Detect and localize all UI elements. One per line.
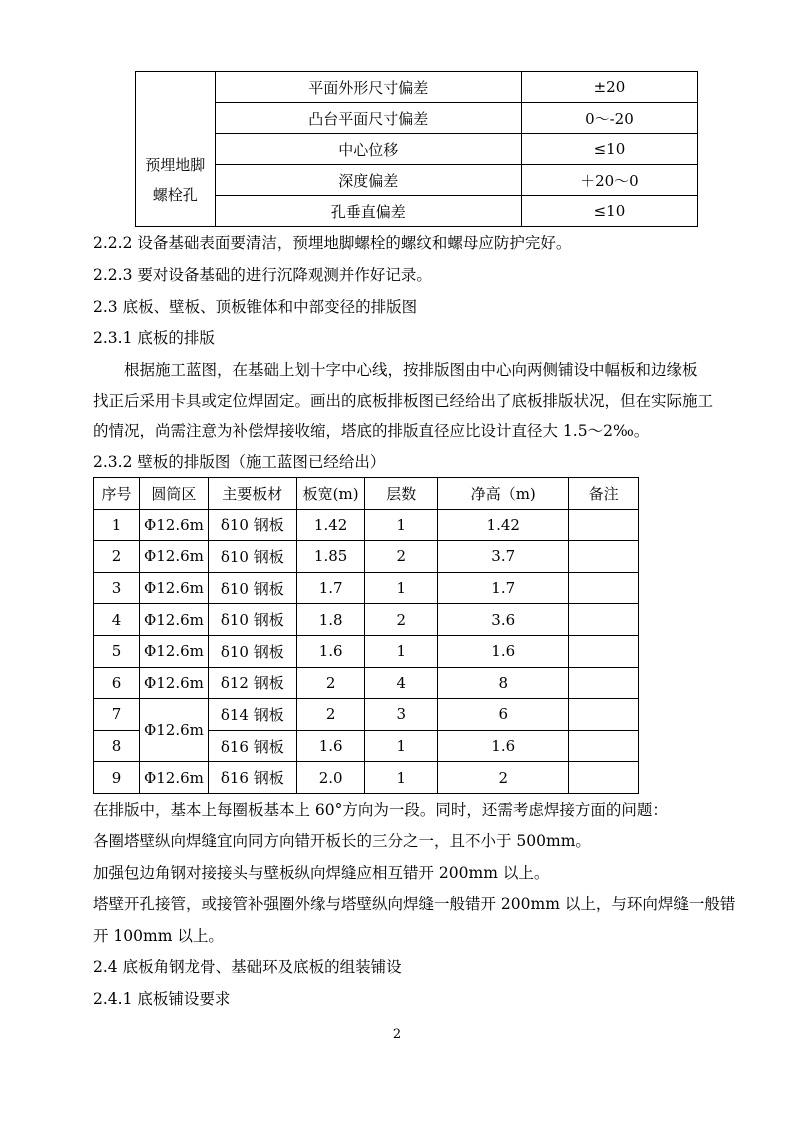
table-row	[136, 72, 698, 103]
paragraph: 2.2.3 要对设备基础的进行沉降观测并作好记录。	[93, 266, 432, 284]
cell: 3.6	[438, 604, 569, 636]
item-cell: 孔垂直偏差	[215, 196, 521, 227]
group-label-line: 螺栓孔	[152, 185, 198, 204]
cell: Φ12.6m	[140, 604, 209, 636]
cell: 3	[365, 699, 438, 731]
cell: 1	[365, 509, 438, 541]
cell: 5	[94, 635, 140, 667]
table-row	[136, 196, 698, 227]
cell: 8	[438, 667, 569, 699]
cell	[569, 635, 639, 667]
cell: Φ12.6m	[140, 635, 209, 667]
cell: 8	[94, 730, 140, 762]
section-heading: 2.3 底板、壁板、顶板锥体和中部变径的排版图	[93, 298, 418, 316]
cell: 4	[365, 667, 438, 699]
cell: 1	[94, 509, 140, 541]
value-cell: 0～-20	[521, 103, 697, 134]
table-row	[94, 572, 639, 604]
cell: δ10 钢板	[208, 572, 296, 604]
cell: δ10 钢板	[208, 604, 296, 636]
cell	[569, 699, 639, 731]
value-cell: ≤10	[521, 196, 697, 227]
cell: Φ12.6m	[140, 541, 209, 573]
cell: Φ12.6m	[140, 667, 209, 699]
cell: Φ12.6m	[140, 509, 209, 541]
cell	[569, 541, 639, 573]
item-cell: 平面外形尺寸偏差	[215, 72, 521, 103]
paragraph: 各圈塔壁纵向焊缝宜向同方向错开板长的三分之一，且不小于 500mm。	[93, 832, 591, 850]
section-heading: 2.4 底板角钢龙骨、基础环及底板的组装铺设	[93, 958, 402, 976]
cell: 1	[365, 635, 438, 667]
cell: 1	[365, 730, 438, 762]
cell: 2.0	[296, 762, 365, 794]
cell: δ10 钢板	[208, 509, 296, 541]
table-row	[94, 699, 639, 731]
section-heading: 2.3.1 底板的排版	[93, 329, 215, 347]
paragraph: 开 100mm 以上。	[93, 927, 224, 945]
cell: δ10 钢板	[208, 635, 296, 667]
value-cell: ≤10	[521, 134, 697, 165]
header-cell: 备注	[569, 478, 639, 510]
tolerance-table	[135, 71, 698, 227]
paragraph: 塔壁开孔接管，或接管补强圈外缘与塔壁纵向焊缝一般错开 200mm 以上，与环向焊缝一般错	[93, 895, 736, 913]
section-heading: 2.3.2 壁板的排版图（施工蓝图已经给出）	[93, 453, 386, 471]
cell: 1.7	[438, 572, 569, 604]
cell: 1.7	[296, 572, 365, 604]
cell	[569, 762, 639, 794]
cell: 2	[296, 667, 365, 699]
cell: Φ12.6m	[140, 572, 209, 604]
cell: δ10 钢板	[208, 541, 296, 573]
cell: 1	[365, 572, 438, 604]
cell: 2	[296, 699, 365, 731]
paragraph: 2.2.2 设备基础表面要清洁，预埋地脚螺栓的螺纹和螺母应防护完好。	[93, 234, 572, 252]
cell	[569, 730, 639, 762]
item-cell: 中心位移	[215, 134, 521, 165]
paragraph: 根据施工蓝图，在基础上划十字中心线，按排版图由中心向两侧铺设中幅板和边缘板	[124, 361, 698, 379]
cell: δ12 钢板	[208, 667, 296, 699]
page-number: 2	[392, 1027, 402, 1042]
cell: 6	[94, 667, 140, 699]
cell: 1.42	[296, 509, 365, 541]
table-row	[94, 541, 639, 573]
header-cell: 主要板材	[208, 478, 296, 510]
table-row	[94, 635, 639, 667]
table-row	[136, 165, 698, 196]
cell: 1.6	[438, 635, 569, 667]
section-heading: 2.4.1 底板铺设要求	[93, 990, 231, 1008]
cell: Φ12.6m	[140, 762, 209, 794]
cell: δ16 钢板	[208, 762, 296, 794]
paragraph: 加强包边角钢对接接头与壁板纵向焊缝应相互错开 200mm 以上。	[93, 864, 550, 882]
header-cell: 板宽(m)	[296, 478, 365, 510]
empty-group-cell	[136, 72, 216, 134]
value-cell: ±20	[521, 72, 697, 103]
wall-plate-table	[93, 477, 639, 794]
cell: 1.6	[296, 635, 365, 667]
paragraph: 在排版中，基本上每圈板基本上 60°方向为一段。同时，还需考虑焊接方面的问题：	[93, 801, 668, 819]
item-cell: 深度偏差	[215, 165, 521, 196]
cell: 1.6	[438, 730, 569, 762]
cell: 4	[94, 604, 140, 636]
group-label-cell	[136, 134, 216, 227]
table-row	[94, 667, 639, 699]
table-row	[94, 762, 639, 794]
cell	[569, 604, 639, 636]
paragraph: 找正后采用卡具或定位焊固定。画出的底板排板图已经给出了底板排版状况，但在实际施工	[93, 392, 714, 410]
header-cell: 圆筒区	[140, 478, 209, 510]
cell: 9	[94, 762, 140, 794]
cell: δ14 钢板	[208, 699, 296, 731]
paragraph: 的情况，尚需注意为补偿焊接收缩，塔底的排版直径应比设计直径大 1.5～2‰。	[93, 422, 650, 440]
cell: 1.6	[296, 730, 365, 762]
cell	[569, 509, 639, 541]
cell	[569, 572, 639, 604]
header-cell: 序号	[94, 478, 140, 510]
cell: 2	[94, 541, 140, 573]
table-row	[136, 103, 698, 134]
cell: 6	[438, 699, 569, 731]
header-cell: 层数	[365, 478, 438, 510]
cell	[569, 667, 639, 699]
value-cell: ＋20～0	[521, 165, 697, 196]
cell: 1.85	[296, 541, 365, 573]
table-header-row	[94, 478, 639, 510]
cell: 2	[365, 604, 438, 636]
cell: 1.42	[438, 509, 569, 541]
cell: δ16 钢板	[208, 730, 296, 762]
table-row	[136, 134, 698, 165]
item-cell: 凸台平面尺寸偏差	[215, 103, 521, 134]
cell: 1.8	[296, 604, 365, 636]
table-row	[94, 509, 639, 541]
cell: 2	[365, 541, 438, 573]
cell: 7	[94, 699, 140, 731]
header-cell: 净高（m)	[438, 478, 569, 510]
cell: Φ12.6m	[140, 699, 209, 762]
cell: 3	[94, 572, 140, 604]
cell: 3.7	[438, 541, 569, 573]
cell: 2	[438, 762, 569, 794]
group-label-line: 预埋地脚	[145, 155, 206, 174]
table-row	[94, 604, 639, 636]
cell: 1	[365, 762, 438, 794]
